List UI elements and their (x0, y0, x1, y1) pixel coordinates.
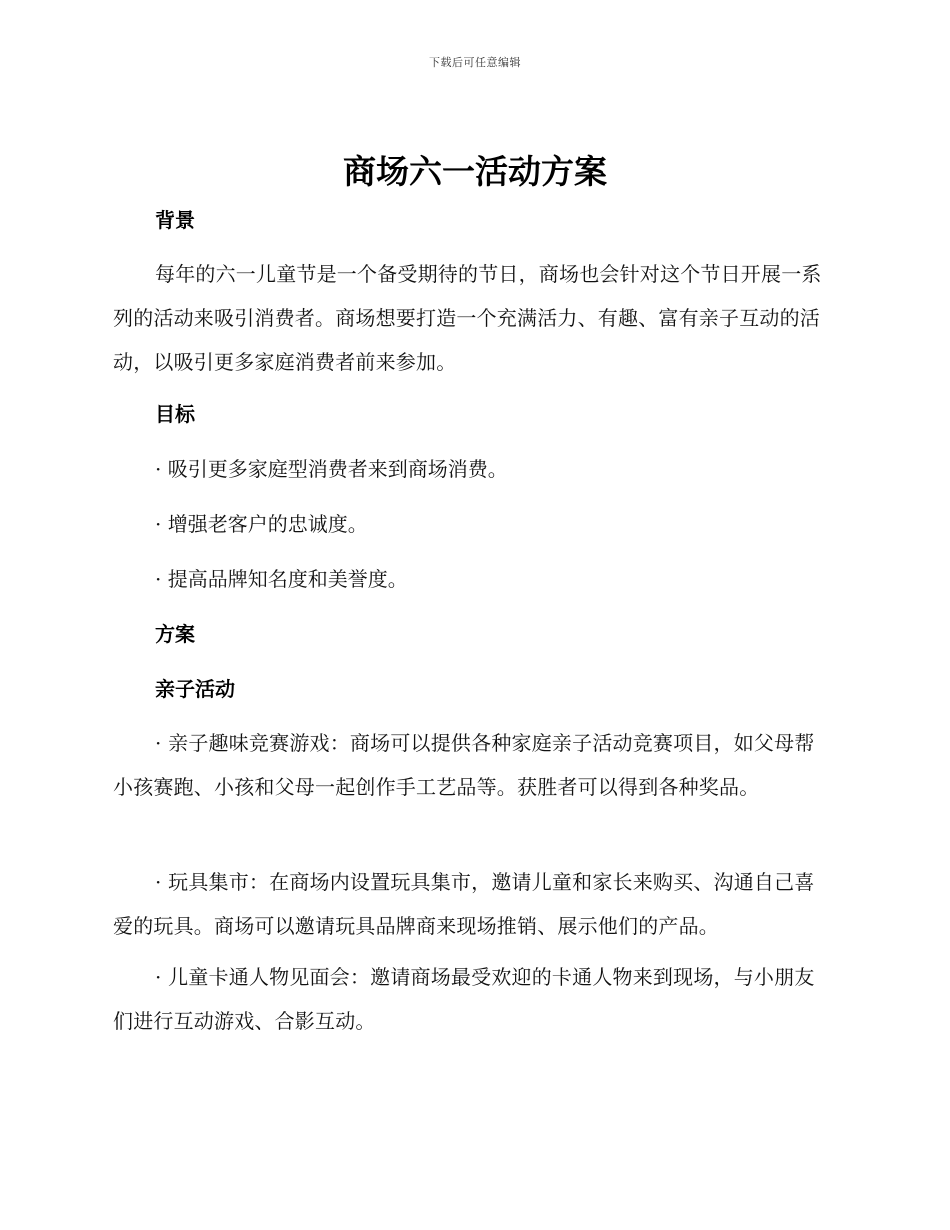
goal-item: · 提高品牌知名度和美誉度。 (155, 567, 408, 591)
section-heading-goals: 目标 (155, 402, 195, 426)
page-title: 商场六一活动方案 (343, 152, 607, 191)
section-heading-background: 背景 (155, 208, 195, 232)
subsection-heading-parent-child: 亲子活动 (155, 677, 235, 701)
header-note: 下载后可任意编辑 (429, 56, 521, 69)
goal-item: · 吸引更多家庭型消费者来到商场消费。 (155, 457, 508, 481)
plan-item: · 亲子趣味竞赛游戏：商场可以提供各种家庭亲子活动竞赛项目，如父母帮小孩赛跑、小孩和父母一起创作手工艺品等。获胜者可以得到各种奖品。 (113, 731, 815, 799)
background-paragraph: 每年的六一儿童节是一个备受期待的节日，商场也会针对这个节日开展一系列的活动来吸引消费者。商场想要打造一个充满活力、有趣、富有亲子互动的活动，以吸引更多家庭消费者前来参加。 (113, 262, 822, 374)
plan-item: · 儿童卡通人物见面会：邀请商场最受欢迎的卡通人物来到现场，与小朋友们进行互动游戏、合影互动。 (113, 965, 815, 1033)
section-heading-plan: 方案 (155, 622, 195, 646)
plan-item: · 玩具集市：在商场内设置玩具集市，邀请儿童和家长来购买、沟通自己喜爱的玩具。商场可以邀请玩具品牌商来现场推销、展示他们的产品。 (113, 870, 815, 938)
goal-item: · 增强老客户的忠诚度。 (155, 512, 368, 536)
